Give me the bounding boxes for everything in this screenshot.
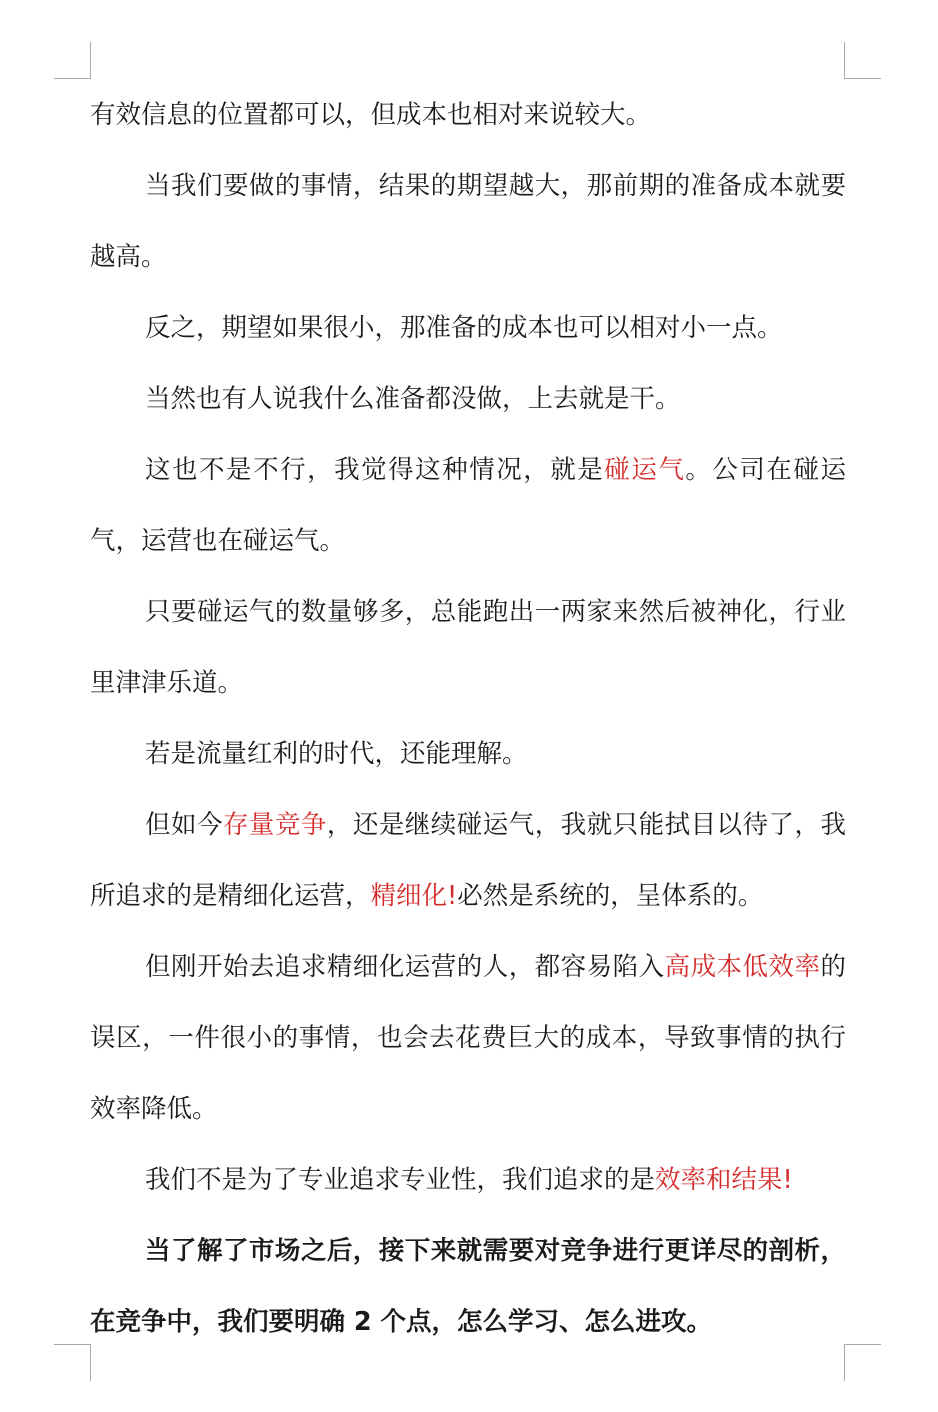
paragraph-9-text-a: 但刚开始去追求精细化运营的人，都容易陷入 bbox=[145, 952, 665, 982]
paragraph-5-text-a: 这也不是不行，我觉得这种情况，就是 bbox=[145, 455, 605, 485]
page-corner-mark-bottom-left bbox=[54, 1344, 91, 1381]
paragraph-3 bbox=[90, 293, 846, 364]
paragraph-9-text-b: 的误区，一件很小的事情，也会去花费巨大的成本，导致事情的执行效率降低。 bbox=[90, 952, 846, 1124]
paragraph-2-text: 当我们要做的事情，结果的期望越大，那前期的准备成本就要越高。 bbox=[90, 171, 846, 272]
highlight-luck: 碰运气 bbox=[604, 455, 686, 485]
paragraph-11-text: 当了解了市场之后，接下来就需要对竞争进行更详尽的剖析，在竞争中，我们要明确 2 个点，怎么学习、怎么进攻。 bbox=[90, 1236, 846, 1337]
paragraph-3-text: 反之，期望如果很小，那准备的成本也可以相对小一点。 bbox=[145, 313, 783, 343]
paragraph-8-text-c: 必然是系统的，呈体系的。 bbox=[457, 881, 764, 911]
paragraph-6 bbox=[90, 577, 846, 719]
paragraph-1 bbox=[90, 80, 846, 151]
page-corner-mark-bottom-right bbox=[844, 1344, 881, 1381]
paragraph-7-text: 若是流量红利的时代，还能理解。 bbox=[145, 739, 528, 769]
paragraph-9 bbox=[90, 932, 846, 1145]
highlight-refinement: 精细化! bbox=[370, 881, 458, 911]
paragraph-4 bbox=[90, 364, 846, 435]
paragraph-10 bbox=[90, 1145, 846, 1216]
paragraph-8-text-b: ，还是继续碰运气，我就只能拭目以待了，我所追求的是精细化运营， bbox=[90, 810, 846, 911]
highlight-stock-competition: 存量竞争 bbox=[222, 810, 327, 840]
highlight-efficiency-results: 效率和结果! bbox=[655, 1165, 793, 1195]
document-body bbox=[90, 80, 846, 1358]
paragraph-6-text: 只要碰运气的数量够多，总能跑出一两家来然后被神化，行业里津津乐道。 bbox=[90, 597, 846, 698]
paragraph-4-text: 当然也有人说我什么准备都没做，上去就是干。 bbox=[145, 384, 681, 414]
paragraph-8-text-a: 但如今 bbox=[145, 810, 223, 840]
paragraph-11-bold bbox=[90, 1216, 846, 1358]
paragraph-1-text: 有效信息的位置都可以，但成本也相对来说较大。 bbox=[90, 100, 652, 130]
paragraph-2 bbox=[90, 151, 846, 293]
page-corner-mark-top-left bbox=[54, 42, 91, 79]
page-corner-mark-top-right bbox=[844, 42, 881, 79]
highlight-high-cost-low-efficiency: 高成本低效率 bbox=[664, 952, 821, 982]
paragraph-10-text-a: 我们不是为了专业追求专业性，我们追求的是 bbox=[145, 1165, 656, 1195]
paragraph-5 bbox=[90, 435, 846, 577]
paragraph-8 bbox=[90, 790, 846, 932]
paragraph-5-text-b: 。公司在碰运气，运营也在碰运气。 bbox=[90, 455, 846, 556]
paragraph-7 bbox=[90, 719, 846, 790]
